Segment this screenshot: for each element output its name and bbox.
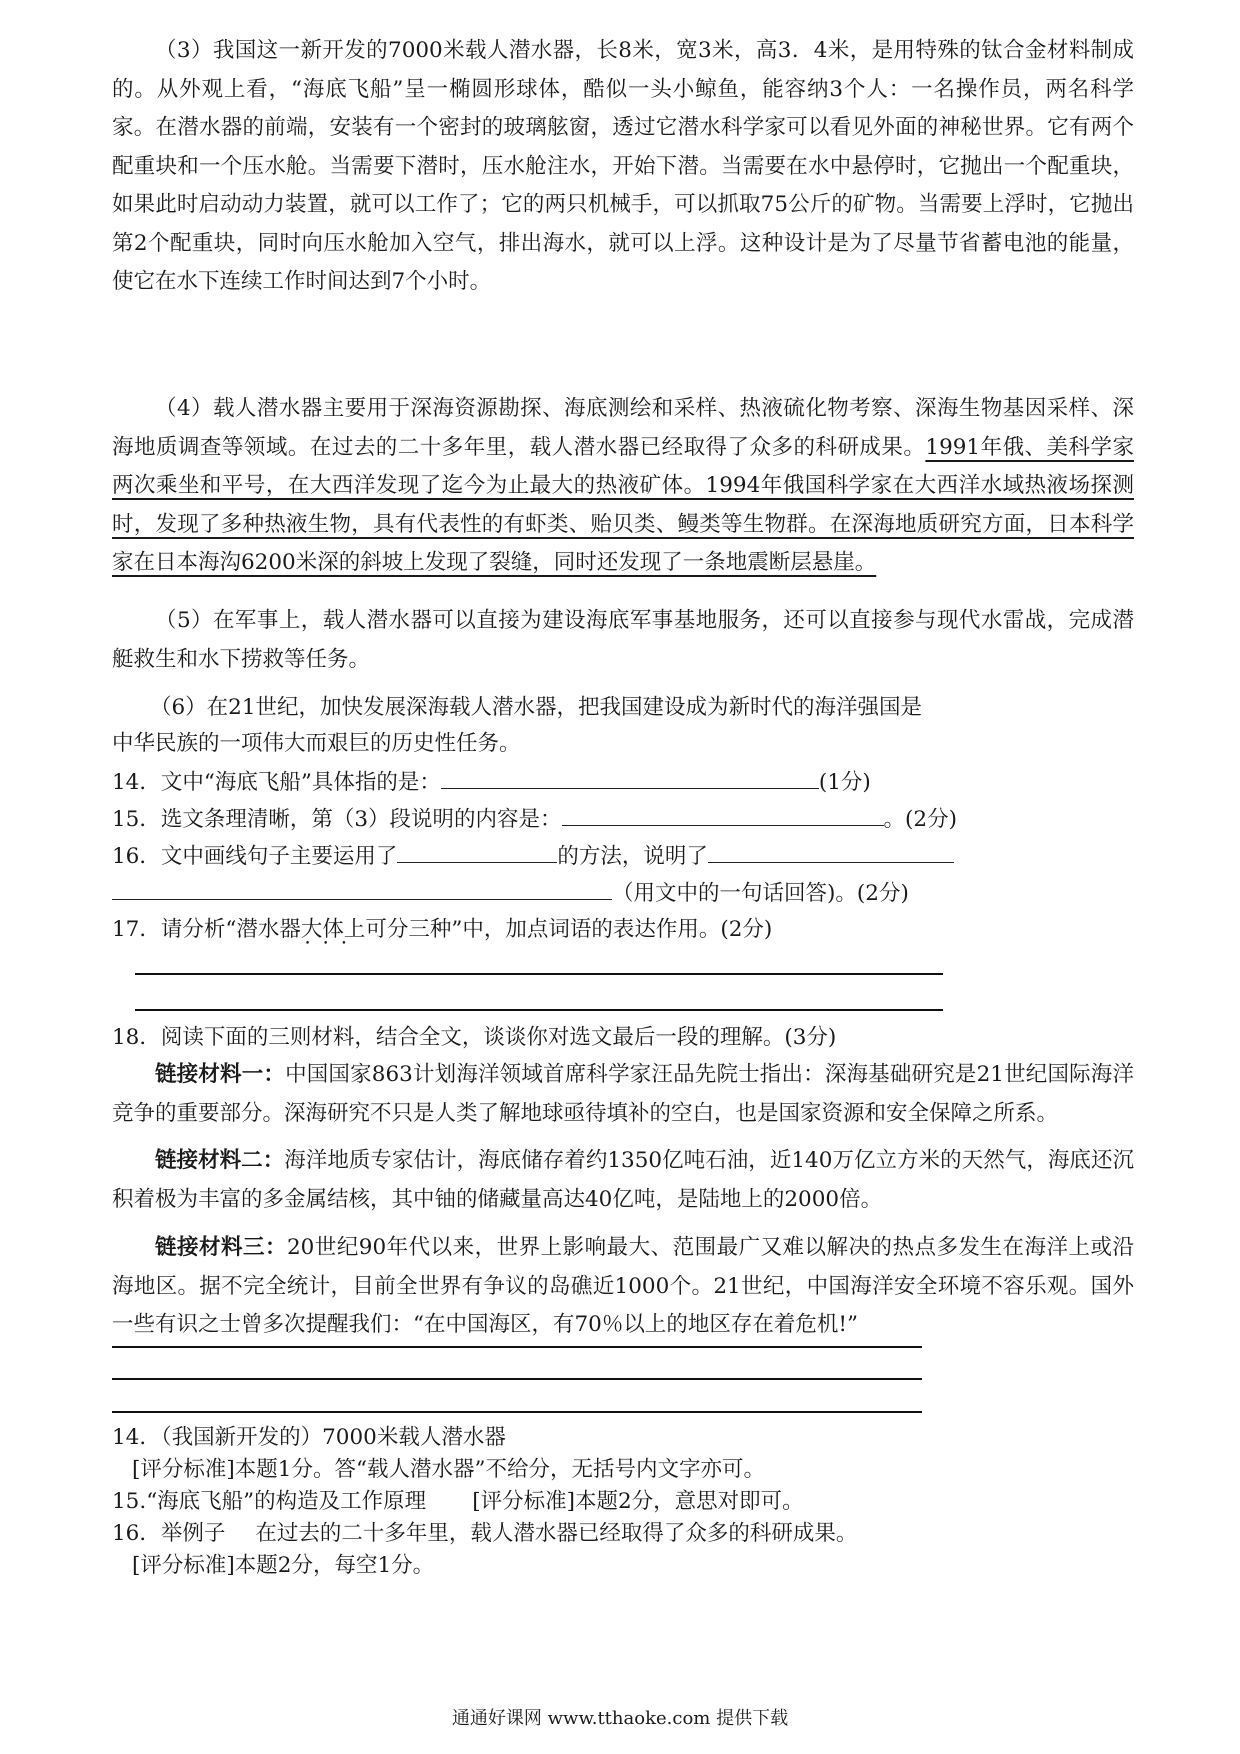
question-15-points: 。(2分) [883, 807, 958, 832]
question-16-mid: 的方法，说明了 [557, 844, 708, 869]
material-3-label: 链接材料三： [155, 1235, 287, 1260]
answer-15 [112, 1488, 804, 1516]
answer-line-18b[interactable] [112, 1378, 922, 1380]
passage-paragraph-6-line2: 中华民族的一项伟大而艰巨的历史性任务。 [112, 731, 521, 756]
underlined-sentences: 1991年俄、美科学家两次乘坐和平号，在大西洋发现了迄今为止最大的热液矿体。1994年俄国科学家在大西洋水域热液场探测时，发现了多种热液生物，具有代表性的有虾类、贻贝类、鳗类等生物群。在深海地质研究方面，日本科学家在日本海沟6200米深的斜坡上发现了裂缝，同时还发现了一条地震断层悬崖。 [112, 434, 1134, 575]
question-17-post: 可分三种”中，加点词语的表达作用。(2分) [365, 917, 773, 942]
passage-paragraph-4 [112, 390, 1134, 583]
answer-16-sentence: 在过去的二十多年里，载人潜水器已经取得了众多的科研成果。 [255, 1521, 858, 1546]
question-17-pre: 17．请分析“潜水器 [112, 917, 301, 942]
passage-paragraph-6-line1: （6）在21世纪，加快发展深海载人潜水器，把我国建设成为新时代的海洋强国是 [150, 695, 923, 720]
answer-blank-16c[interactable] [112, 877, 612, 900]
material-1 [112, 1056, 1134, 1133]
answer-line-18c[interactable] [112, 1411, 922, 1413]
paragraph-4-intro: （4）载人潜水器主要用于深海资源勘探、海底测绘和采样、热液硫化物考察、深海生物基因采样、深海地质调查等领域。在过去的二十多年里，载人潜水器已经取得了众多的科研成果。 [112, 396, 1134, 460]
answer-15-text: 15.“海底飞船”的构造及工作原理 [112, 1489, 427, 1514]
answer-14: 14．（我国新开发的）7000米载人潜水器 [112, 1425, 506, 1450]
answer-14-standard: [评分标准]本题1分。答“载人潜水器”不给分，无括号内文字亦可。 [132, 1457, 765, 1482]
answer-blank-15[interactable] [562, 803, 884, 826]
material-2 [112, 1142, 1134, 1219]
answer-16 [112, 1520, 857, 1548]
answer-15-standard: [评分标准]本题2分，意思对即可。 [472, 1489, 804, 1514]
material-1-text: 中国国家863计划海洋领域首席科学家汪品先院士指出：深海基础研究是21世纪国际海洋竞争的重要部分。深海研究不只是人类了解地球亟待填补的空白，也是国家资源和安全保障之所系。 [112, 1062, 1134, 1126]
question-16-continued [112, 877, 909, 908]
answer-16-standard: [评分标准]本题2分，每空1分。 [132, 1553, 435, 1578]
answer-line-17a[interactable] [135, 973, 943, 975]
question-15-text: 15．选文条理清晰，第（3）段说明的内容是： [112, 807, 562, 832]
passage-paragraph-5: （5）在军事上，载人潜水器可以直接为建设海底军事基地服务，还可以直接参与现代水雷战，完成潜艇救生和水下捞救等任务。 [112, 608, 1134, 672]
material-2-label: 链接材料二： [155, 1148, 285, 1173]
answer-16-text: 16．举例子 [112, 1521, 226, 1546]
material-1-label: 链接材料一： [155, 1062, 286, 1087]
question-16 [112, 840, 954, 871]
page-footer: 通通好课网 www.tthaoke.com 提供下载 [451, 1708, 789, 1729]
question-16-text: 16．文中画线句子主要运用了 [112, 844, 398, 869]
question-14 [112, 766, 871, 797]
question-18: 18．阅读下面的三则材料，结合全文，谈谈你对选文最后一段的理解。(3分) [112, 1025, 837, 1050]
material-2-text: 海洋地质专家估计，海底储存着约1350亿吨石油，近140万亿立方米的天然气，海底还沉积着极为丰富的多金属结核，其中铀的储藏量高达40亿吨，是陆地上的2000倍。 [112, 1148, 1134, 1212]
answer-line-18a[interactable] [112, 1346, 922, 1348]
question-16-tail: （用文中的一句话回答)。(2分) [612, 881, 909, 906]
question-15 [112, 803, 957, 834]
question-14-text: 14．文中“海底飞船”具体指的是： [112, 770, 441, 795]
material-3 [112, 1229, 1134, 1345]
answer-blank-16b[interactable] [708, 840, 954, 863]
answer-blank-16a[interactable] [397, 840, 557, 863]
question-17 [112, 916, 772, 944]
question-14-points: (1分) [818, 770, 871, 795]
dotted-words: 大体上 • • • [301, 916, 366, 944]
answer-line-17b[interactable] [135, 1009, 943, 1011]
material-3-text: 20世纪90年代以来，世界上影响最大、范围最广又难以解决的热点多发生在海洋上或沿海地区。据不完全统计，目前全世界有争议的岛礁近1000个。21世纪，中国海洋安全环境不容乐观。国外一些有识之士曾多次提醒我们：“在中国海区，有70％以上的地区存在着危机!” [112, 1235, 1134, 1337]
answer-blank-14[interactable] [441, 766, 819, 789]
passage-paragraph-3: （3）我国这一新开发的7000米载人潜水器，长8米，宽3米，高3．4米，是用特殊的钛合金材料制成的。从外观上看，“海底飞船”呈一椭圆形球体，酷似一头小鲸鱼，能容纳3个人：一名操作员，两名科学家。在潜水器的前端，安装有一个密封的玻璃舷窗，透过它潜水科学家可以看见外面的神秘世界。它有两个配重块和一个压水舱。当需要下潜时，压水舱注水，开始下潜。当需要在水中悬停时，它抛出一个配重块，如果此时启动动力装置，就可以工作了；它的两只机械手，可以抓取75公斤的矿物。当需要上浮时，它抛出第2个配重块，同时向压水舱加入空气，排出海水，就可以上浮。这种设计是为了尽量节省蓄电池的能量，使它在水下连续工作时间达到7个小时。 [112, 38, 1134, 294]
